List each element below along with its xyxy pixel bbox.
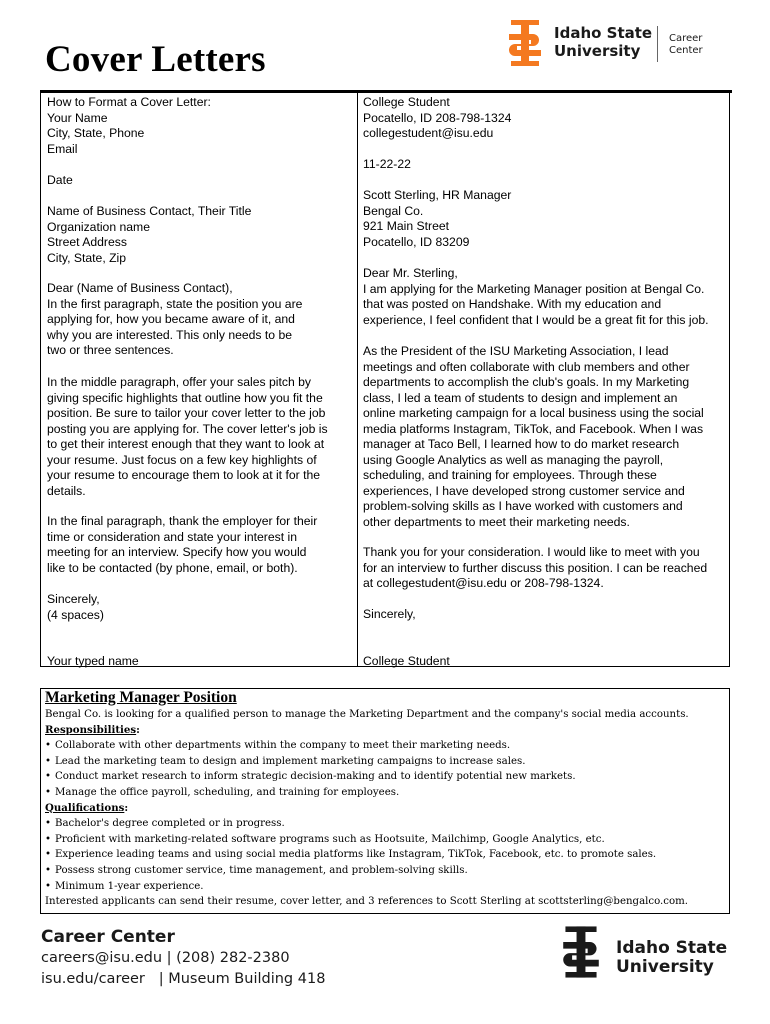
bullet-icon: • [45, 755, 52, 767]
job-posting-box [40, 688, 730, 914]
format-recipient: Name of Business Contact, Their Title Organization name Street Address City, State, Zip [47, 204, 252, 265]
responsibility-text: Manage the office payroll, scheduling, and training for employees. [55, 786, 400, 798]
qualification-text: Possess strong customer service, time management, and problem-solving skills. [55, 864, 468, 876]
logo-cc-line1: Career [669, 33, 703, 44]
logo-university-name [554, 24, 652, 60]
responsibilities-colon: : [136, 723, 140, 736]
bullet-icon: • [45, 818, 52, 830]
sample-date: 11-22-22 [363, 157, 411, 171]
format-paragraph-2: In the middle paragraph, offer your sales pitch by giving specific highlights that outline how you fit the position. Be sure to tailor your cover letter to the job posting you are applying for. The cover letter's job is to get their interest enough that they want to look at your resume. Just focus on a few key highlights of your resume to encourage them to look at it for the details. [47, 375, 328, 498]
footer-logo-line1: Idaho State [616, 938, 728, 958]
job-intro: Bengal Co. is looking for a qualified person to manage the Marketing Department and the company's social media accounts. [45, 709, 689, 720]
format-date: Date [47, 173, 73, 187]
format-signature: Your typed name [47, 654, 139, 668]
qualification-text: Bachelor's degree completed or in progress. [55, 818, 285, 830]
responsibilities-heading-row [45, 723, 725, 739]
footer-logo-line2: University [616, 957, 714, 977]
list-item [45, 816, 725, 832]
isu-footer-logo [561, 925, 731, 981]
qualification-text: Proficient with marketing-related software programs such as Hootsuite, Mailchimp, Google Analytics, etc. [55, 833, 605, 845]
bullet-icon: • [45, 833, 52, 845]
isu-career-center-logo [507, 18, 732, 68]
bullet-icon: • [45, 740, 52, 752]
qualification-text: Minimum 1-year experience. [55, 880, 204, 892]
format-paragraph-3: In the final paragraph, thank the employer for their time or consideration and state your interest in meeting for an interview. Specify how you would like to be contacted (by phone, email, or both). [47, 514, 318, 575]
logo-divider [657, 26, 658, 62]
sample-signature: College Student [363, 654, 450, 668]
responsibilities-heading: Responsibilities [45, 723, 137, 736]
logo-name-line2: University [554, 42, 641, 60]
responsibility-text: Lead the marketing team to design and implement marketing campaigns to increase sales. [55, 755, 526, 767]
qualifications-colon: : [124, 801, 129, 814]
qualifications-heading-row [45, 801, 725, 817]
column-divider [357, 93, 358, 666]
list-item [45, 769, 725, 785]
list-item [45, 754, 725, 770]
bullet-icon: • [45, 880, 52, 892]
sample-paragraph-1: Dear Mr. Sterling, I am applying for the Marketing Manager position at Bengal Co. that was posted on Handshake. With my education and experience, I feel confident that I would be a great fit for this job. [363, 266, 709, 327]
responsibility-text: Collaborate with other departments within the company to meet their marketing needs. [55, 740, 511, 752]
logo-name-line1: Idaho State [554, 24, 653, 42]
cover-letter-table [40, 93, 730, 667]
sample-letter-column [363, 95, 725, 668]
footer-line-2: isu.edu/career | Museum Building 418 [41, 971, 326, 987]
sample-recipient: Scott Sterling, HR Manager Bengal Co. 921 Main Street Pocatello, ID 83209 [363, 188, 512, 249]
footer-title: Career Center [41, 927, 175, 947]
format-heading: How to Format a Cover Letter: [47, 95, 211, 109]
job-outro: Interested applicants can send their resume, cover letter, and 3 references to Scott Sterling at scottsterling@bengalco.com. [45, 896, 689, 908]
footer-logo-name [616, 939, 727, 977]
list-item [45, 847, 725, 863]
logo-career-center [669, 33, 703, 57]
qualifications-heading: Qualifications [45, 801, 125, 814]
list-item [45, 879, 725, 895]
job-title: Marketing Manager Position [45, 689, 237, 706]
isu-logo-icon [561, 925, 601, 979]
format-guide-column [47, 95, 347, 668]
page-title: Cover Letters [45, 39, 266, 80]
footer-contact [41, 926, 325, 990]
job-posting-content [45, 689, 725, 910]
list-item [45, 863, 725, 879]
sample-paragraph-2: As the President of the ISU Marketing Association, I lead meetings and often collaborate with club members and other departments to accomplish the club's goals. In my Marketing class, I led a team of students to design and implement an online marketing campaign for a local business using the social media platforms Instagram, TikTok, and Facebook. When I was manager at Taco Bell, I learned how to do market research using Google Analytics as well as managing the payroll, scheduling, and training for employees. Through these experiences, I have developed strong customer service and problem-solving skills as I have worked with customers and other departments to meet their marketing needs. [363, 344, 704, 529]
format-closing: Sincerely, (4 spaces) [47, 592, 104, 622]
bullet-icon: • [45, 849, 52, 861]
sample-closing: Sincerely, [363, 607, 416, 621]
format-paragraph-1: Dear (Name of Business Contact), In the first paragraph, state the position you are applying for, how you became aware of it, and why you are interested. This only needs to be two or three sentences. [47, 281, 303, 357]
bullet-icon: • [45, 864, 52, 876]
format-contact: Your Name City, State, Phone Email [47, 110, 145, 156]
logo-cc-line2: Center [669, 45, 703, 56]
sample-contact: College Student Pocatello, ID 208-798-1324 collegestudent@isu.edu [363, 95, 512, 140]
bullet-icon: • [45, 786, 52, 798]
sample-paragraph-3: Thank you for your consideration. I would like to meet with you for an interview to further discuss this position. I can be reached at collegestudent@isu.edu or 208-798-1324. [363, 545, 708, 590]
list-item [45, 785, 725, 801]
list-item [45, 832, 725, 848]
responsibility-text: Conduct market research to inform strategic decision-making and to identify potential new markets. [55, 771, 576, 783]
qualification-text: Experience leading teams and using social media platforms like Instagram, TikTok, Facebook, etc. to promote sales. [55, 849, 657, 861]
bullet-icon: • [45, 771, 52, 783]
isu-logo-icon [507, 20, 543, 66]
footer-line-1: careers@isu.edu | (208) 282-2380 [41, 950, 290, 966]
list-item [45, 738, 725, 754]
